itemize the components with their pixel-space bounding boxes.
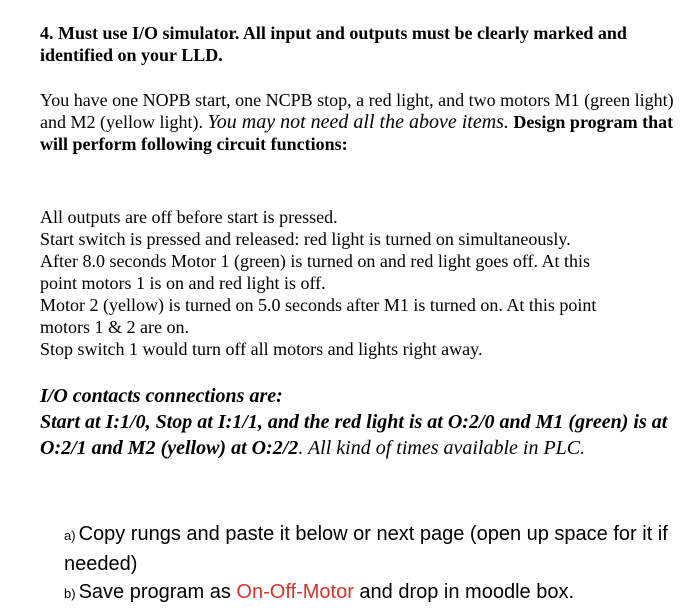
task-text: Copy rungs and paste it below or next page (open up space for it if needed): [64, 523, 668, 575]
function-line: All outputs are off before start is pressed.: [40, 207, 338, 227]
function-line: After 8.0 seconds Motor 1 (green) is turned on and red light goes off. At this: [40, 251, 591, 271]
bold-instruction: Design program that will perform following circuit functions:: [40, 112, 674, 154]
task-item-b: [64, 578, 684, 608]
task-text-prefix: Save program as: [78, 581, 237, 603]
io-connections-tail: . All kind of times available in PLC.: [298, 437, 586, 459]
function-line: Start switch is pressed and released: red light is turned on simultaneously.: [40, 229, 571, 249]
function-line: Stop switch 1 would turn off all motors and lights right away.: [40, 339, 483, 359]
program-filename: On-Off-Motor: [236, 581, 354, 603]
question-title: 4. Must use I/O simulator. All input and outputs must be clearly marked and identified on your LLD.: [40, 23, 627, 65]
task-marker: b): [64, 586, 76, 601]
io-connections: [40, 409, 680, 461]
task-text-suffix: and drop in moodle box.: [353, 581, 575, 603]
function-line: Motor 2 (yellow) is turned on 5.0 seconds after M1 is turned on. At this point: [40, 295, 597, 315]
task-list: [64, 520, 684, 608]
task-marker: a): [64, 528, 76, 543]
function-line: motors 1 & 2 are on.: [40, 317, 189, 337]
circuit-functions: [40, 206, 680, 360]
io-heading: I/O contacts connections are:: [40, 385, 283, 407]
question-description: [40, 89, 680, 155]
function-line: point motors 1 is on and red light is off.: [40, 273, 326, 293]
description-text: You have one NOPB start, one NCPB stop, a red light, and two motors M1 (green light) and M2 (yellow light).: [40, 90, 674, 132]
italic-note: You may not need all the above items.: [207, 111, 509, 133]
io-connections-bold: Start at I:1/0, Stop at I:1/1, and the red light is at O:2/0 and M1 (green) is at O:2/1 and M2 (yellow) at O:2/2: [40, 411, 668, 459]
task-item-a: [64, 520, 684, 578]
